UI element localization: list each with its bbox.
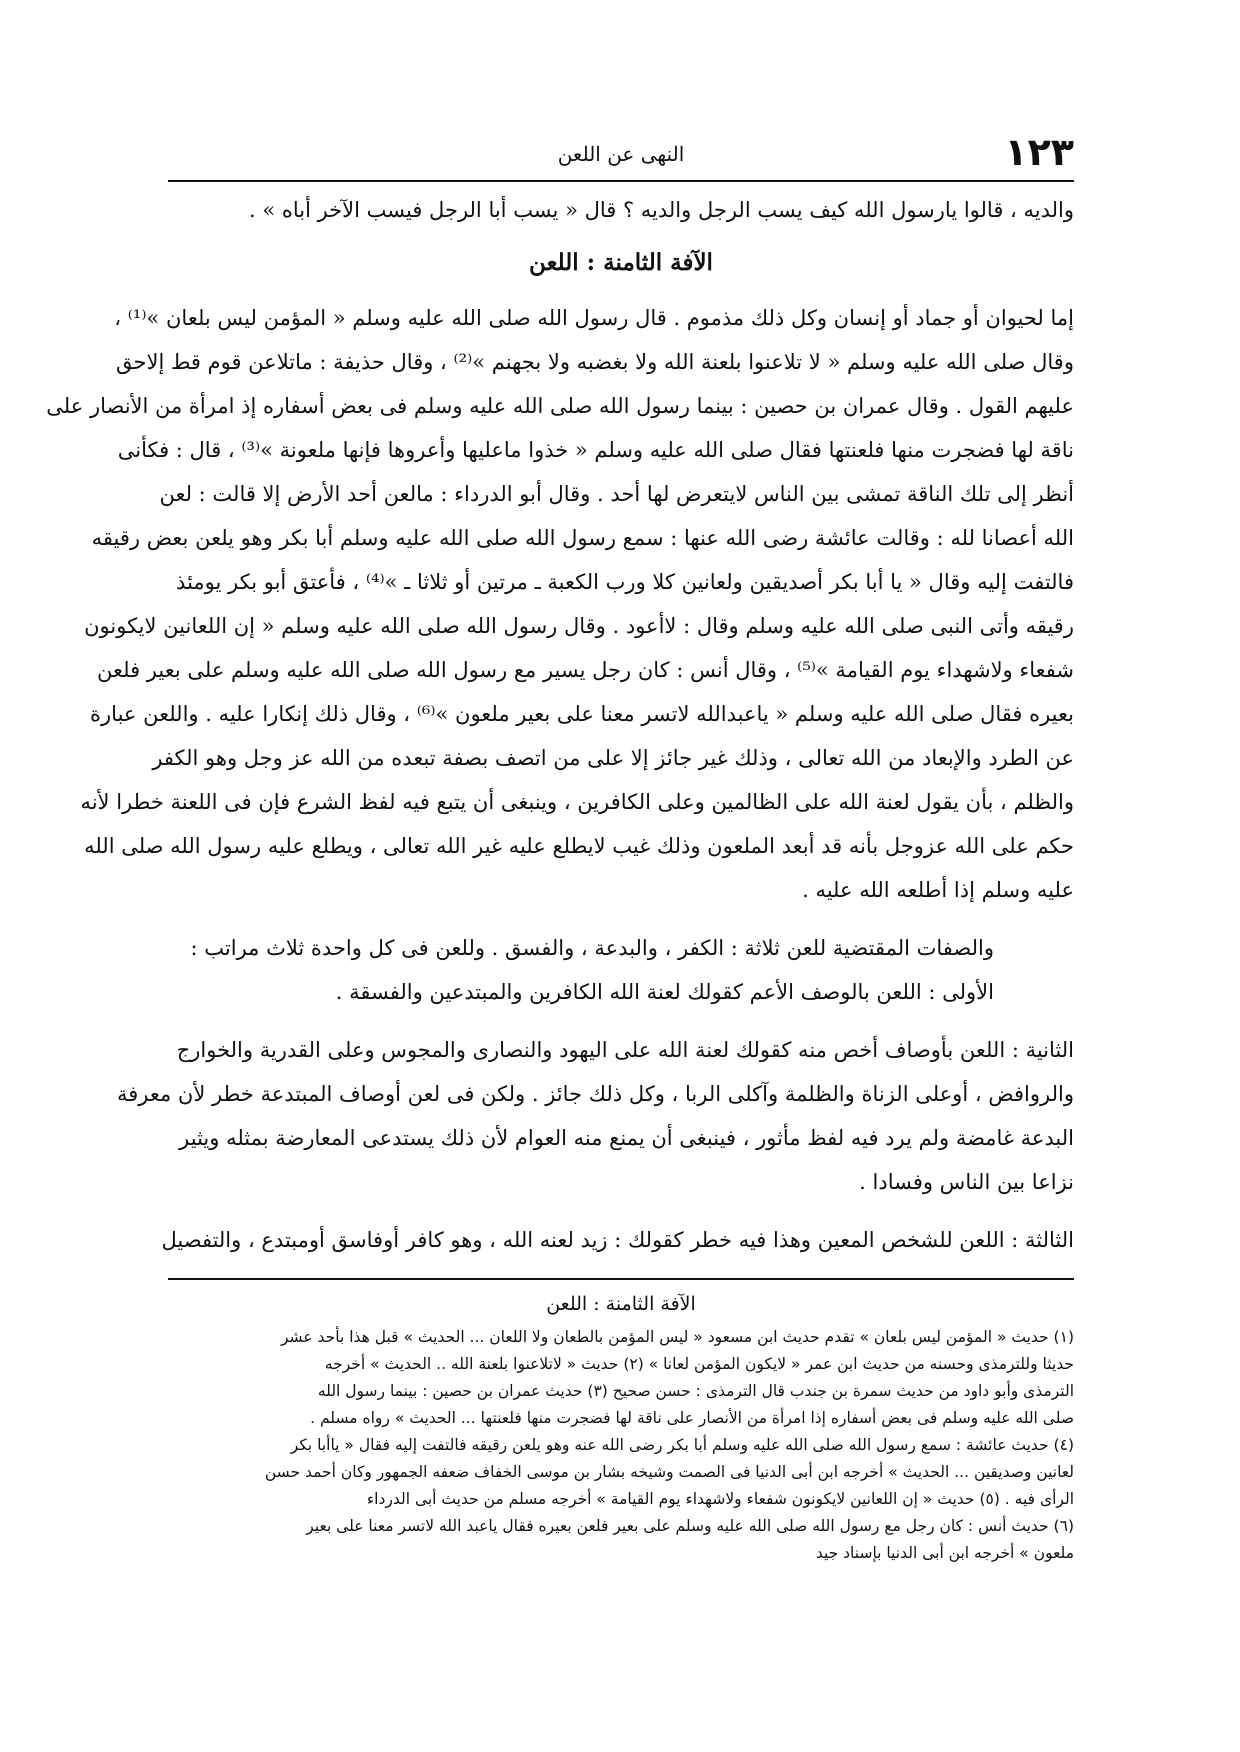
footnotes-title: الآفة الثامنة : اللعن bbox=[546, 1293, 696, 1315]
book-page bbox=[46, 130, 1074, 1630]
text-line: ناقة لها فضجرت منها فلعنتها فقال صلى الله عليه وسلم « خذوا ماعليها وأعروها فإنها ملعونة »⁽³⁾ ، قال : فكأنى bbox=[117, 438, 1074, 462]
text-line: الثالثة : اللعن للشخص المعين وهذا فيه خطر كقولك : زيد لعنه الله ، وهو كافر أوفاسق أومبتدع ، والتفصيل bbox=[161, 1228, 1074, 1252]
footnotes bbox=[168, 1284, 1074, 1567]
footnote-line: (١) حديث « المؤمن ليس بلعان » تقدم حديث ابن مسعود « ليس المؤمن بالطعان ولا اللعان ... الحديث » قبل هذا بأحد عشر bbox=[280, 1328, 1074, 1346]
intro-line: والديه ، قالوا يارسول الله كيف يسب الرجل والديه ؟ قال « يسب أبا الرجل فيسب الآخر أباه » . bbox=[248, 198, 1074, 222]
page-number: ١٢٣ bbox=[1004, 130, 1074, 174]
text-line: إما لحيوان أو جماد أو إنسان وكل ذلك مذموم . قال رسول الله صلى الله عليه وسلم « المؤمن ليس بلعان »⁽¹⁾ ، bbox=[114, 306, 1074, 330]
text-line: البدعة غامضة ولم يرد فيه لفظ مأثور ، فينبغى أن يمنع منه العوام لأن ذلك يستدعى المعارضة بمثله ويثير bbox=[179, 1126, 1074, 1150]
text-line: والظلم ، بأن يقول لعنة الله على الظالمين وعلى الكافرين ، وينبغى أن يتبع فيه لفظ الشرع فإن فى اللعنة خطرا لأنه bbox=[80, 790, 1074, 814]
footnote-line: حديثا وللترمذى وحسنه من حديث ابن عمر « لايكون المؤمن لعانا » (٢) حديث « لاتلاعنوا بلعنة الله .. الحديث » أخرجه bbox=[324, 1355, 1074, 1373]
header-rule bbox=[168, 180, 1074, 182]
text-line: وقال صلى الله عليه وسلم « لا تلاعنوا بلعنة الله ولا بغضبه ولا بجهنم »⁽²⁾ ، وقال حذيفة : ماتلاعن قوم قط إلاحق bbox=[115, 350, 1074, 374]
footnote-line: (٤) حديث عائشة : سمع رسول الله صلى الله عليه وسلم أبا بكر رضى الله عنه وهو يلعن رقيقه فالتفت إليه فقال « ياأبا بكر bbox=[290, 1436, 1074, 1454]
footnote-line: الترمذى وأبو داود من حديث سمرة بن جندب قال الترمذى : حسن صحيح (٣) حديث عمران بن حصين : بينما رسول الله bbox=[317, 1382, 1074, 1400]
text-line: الله أعصانا لله : وقالت عائشة رضى الله عنها : سمع رسول الله صلى الله عليه وسلم أبا بكر وهو يلعن بعض رقيقه bbox=[91, 526, 1074, 550]
paragraph-3 bbox=[116, 1028, 1074, 1204]
text-line: شفعاء ولاشهداء يوم القيامة »⁽⁵⁾ ، وقال أنس : كان رجل يسير مع رسول الله صلى الله عليه وسلم على بعير فلعن bbox=[97, 658, 1074, 682]
text-line: نزاعا بين الناس وفسادا . bbox=[859, 1170, 1074, 1194]
text-line: والروافض ، أوعلى الزناة والظلمة وآكلى الربا ، وكل ذلك جائز . ولكن فى لعن أوصاف المبتدعة خطر لأن معرفة bbox=[116, 1082, 1074, 1106]
text-line: عن الطرد والإبعاد من الله تعالى ، وذلك غير جائز إلا على من اتصف بصفة تبعده من الله عز وجل وهو الكفر bbox=[152, 746, 1074, 770]
text-line: بعيره فقال صلى الله عليه وسلم « ياعبدالله لاتسر معنا على بعير ملعون »⁽⁶⁾ ، وقال ذلك إنكارا عليه . واللعن عبارة bbox=[90, 702, 1074, 726]
text-line: فالتفت إليه وقال « يا أبا بكر أصديقين ولعانين كلا ورب الكعبة ـ مرتين أو ثلاثا ـ »⁽⁴⁾ ، فأعتق أبو بكر يومئذ bbox=[176, 570, 1074, 594]
footnote-line: الرأى فيه . (٥) حديث « إن اللعانين لايكونون شفعاء ولاشهداء يوم القيامة » أخرجه مسلم من حديث أبى الدرداء bbox=[366, 1490, 1074, 1508]
section-title: الآفة الثامنة : اللعن bbox=[529, 249, 713, 276]
text-line: حكم على الله عزوجل بأنه قد أبعد الملعون وذلك غيب لايطلع عليه غير الله تعالى ، ويطلع عليه رسول الله صلى الله bbox=[84, 834, 1074, 858]
text-line: والصفات المقتضية للعن ثلاثة : الكفر ، والبدعة ، والفسق . وللعن فى كل واحدة ثلاث مراتب : bbox=[190, 936, 994, 960]
paragraph-1 bbox=[46, 296, 1074, 912]
page-header bbox=[168, 130, 1074, 178]
text-line: الأولى : اللعن بالوصف الأعم كقولك لعنة الله الكافرين والمبتدعين والفسقة . bbox=[335, 980, 994, 1004]
text-line: عليه وسلم إذا أطلعه الله عليه . bbox=[802, 878, 1074, 902]
footnote-line: صلى الله عليه وسلم فى بعض أسفاره إذا امرأة من الأنصار على ناقة لها فضجرت منها فلعنتها ... الحديث » رواه مسلم . bbox=[310, 1409, 1074, 1427]
text-line: الثانية : اللعن بأوصاف أخص منه كقولك لعنة الله على اليهود والنصارى والمجوس وعلى القدرية والخوارج bbox=[176, 1038, 1074, 1062]
paragraph-2 bbox=[168, 926, 1074, 1014]
footnote-rule bbox=[168, 1278, 1074, 1280]
text-line: عليهم القول . وقال عمران بن حصين : بينما رسول الله صلى الله عليه وسلم فى بعض أسفاره إذ امرأة من الأنصار على bbox=[46, 394, 1074, 418]
running-title: النهى عن اللعن bbox=[557, 142, 685, 166]
text-line: أنظر إلى تلك الناقة تمشى بين الناس لايتعرض لها أحد . وقال أبو الدرداء : مالعن أحد الأرض إلا قالت : لعن bbox=[159, 482, 1074, 506]
paragraph-4 bbox=[161, 1218, 1074, 1262]
footnote-line: ملعون » أخرجه ابن أبى الدنيا بإسناد جيد bbox=[815, 1544, 1074, 1562]
footnote-line: لعانين وصديقين ... الحديث » أخرجه ابن أبى الدنيا فى الصمت وشيخه بشار بن موسى الخفاف ضعفه الجمهور وكان أحمد حسن bbox=[264, 1463, 1074, 1481]
text-line: رقيقه وأتى النبى صلى الله عليه وسلم وقال : لاأعود . وقال رسول الله صلى الله عليه وسلم « إن اللعانين لايكونون bbox=[84, 614, 1074, 638]
footnote-line: (٦) حديث أنس : كان رجل مع رسول الله صلى الله عليه وسلم على بعير فلعن بعيره فقال ياعبد الله لاتسر معنا على بعير bbox=[306, 1517, 1074, 1535]
